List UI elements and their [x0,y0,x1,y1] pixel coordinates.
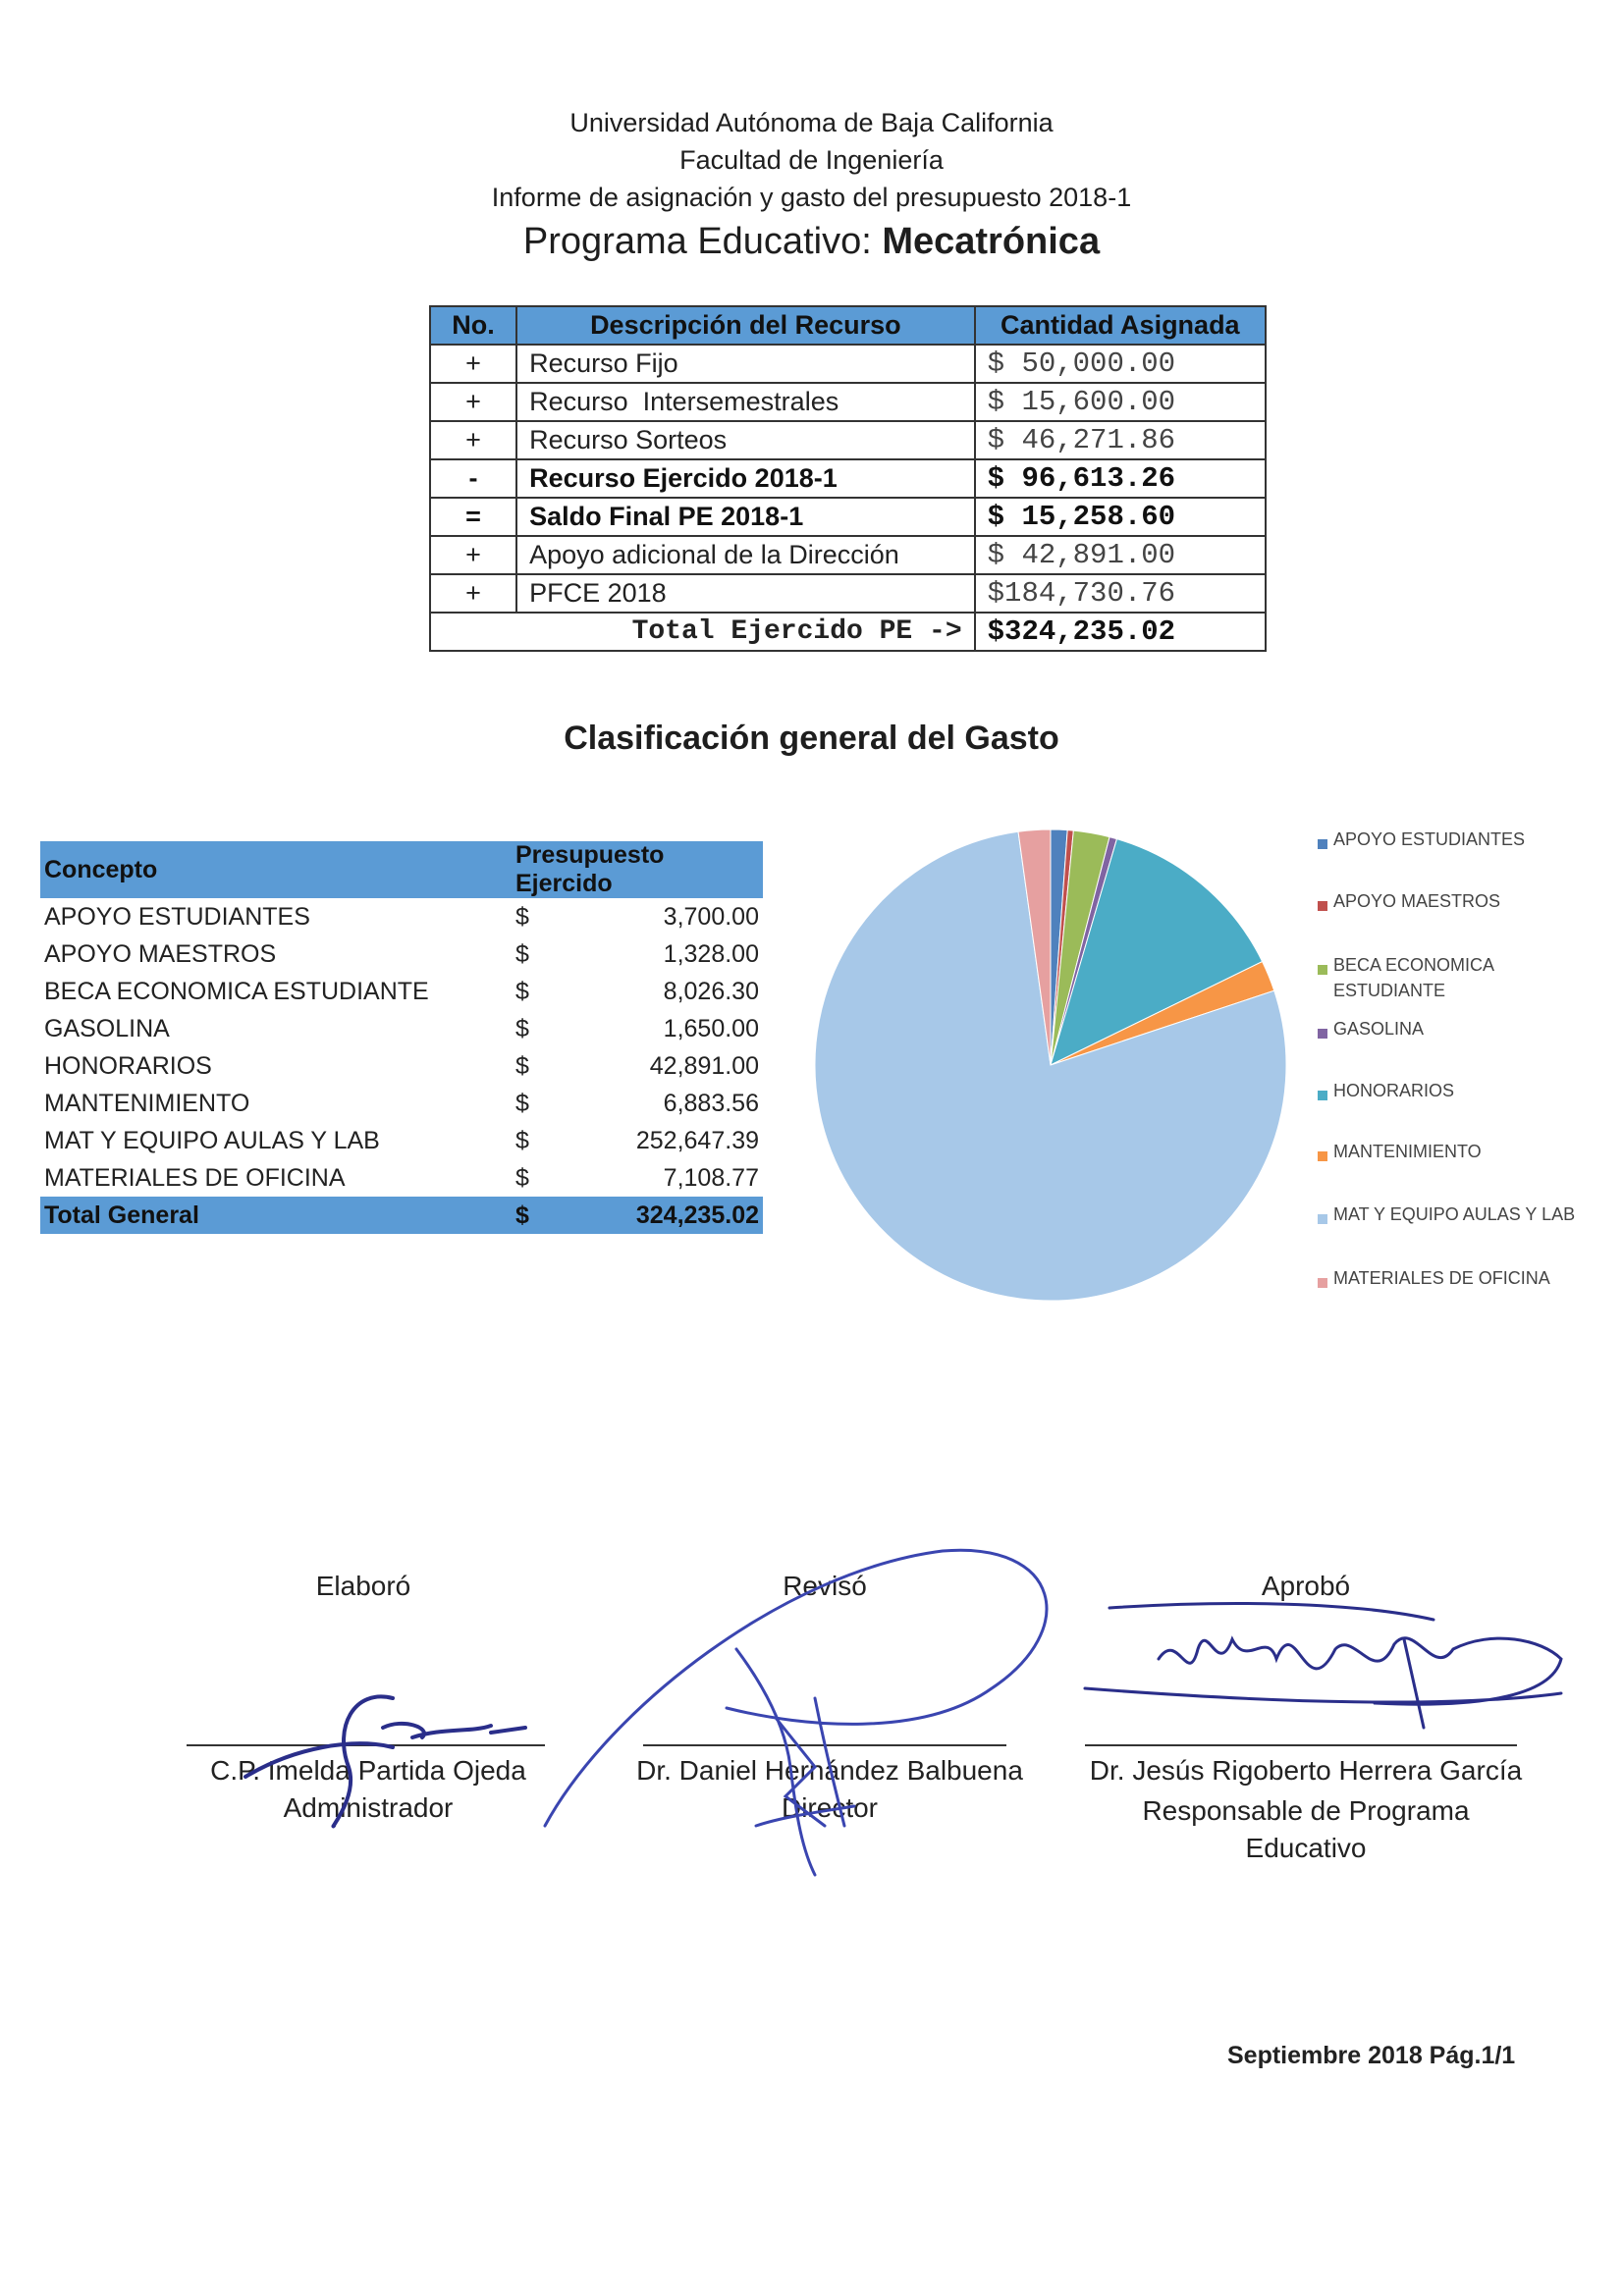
currency-symbol: $ [515,1163,529,1192]
legend-swatch [1318,1151,1327,1161]
legend-swatch [1318,1214,1327,1224]
legend-swatch [1318,965,1327,975]
legend-label: APOYO MAESTROS [1333,891,1501,911]
signature-elaboro [236,1659,530,1836]
legend-label: GASOLINA [1333,1019,1425,1039]
row-sign: + [430,421,516,459]
table-row [40,1159,763,1197]
program-label: Programa Educativo: [522,221,872,262]
page-footer: Septiembre 2018 Pág.1/1 [1227,2042,1516,2069]
concept-cell: APOYO MAESTROS [44,939,277,968]
currency-symbol: $ [515,1014,529,1042]
table-row [430,536,1266,574]
row-description: Recurso Fijo [516,345,975,383]
classification-header-row [40,841,763,898]
currency-symbol: $ [515,977,529,1005]
pie-chart [810,825,1291,1306]
budget-value-cell: 1,650.00 [663,1014,759,1042]
legend-item [1318,1204,1612,1230]
program-title [0,221,1623,263]
col-budget: Presupuesto Ejercido [476,841,763,898]
row-amount: $ 96,613.26 [975,459,1266,498]
col-amount: Cantidad Asignada [975,306,1266,345]
table-row [430,345,1266,383]
table-row [40,973,763,1010]
table-row [40,1085,763,1122]
total-general-value: 324,235.02 [598,1197,763,1234]
role-elaboro: Elaboró [315,1571,411,1601]
classification-table [40,841,763,1234]
col-concept: Concepto [40,841,476,898]
col-description: Descripción del Recurso [516,306,975,345]
concept-cell: GASOLINA [44,1014,170,1042]
legend-swatch [1318,1091,1327,1100]
currency-symbol: $ [515,1126,529,1154]
concept-cell: APOYO ESTUDIANTES [44,902,310,931]
budget-value-cell: 252,647.39 [635,1126,759,1154]
row-sign: - [430,459,516,498]
table-row [40,1047,763,1085]
legend-label: HONORARIOS [1333,1081,1455,1100]
role-reviso: Revisó [783,1571,867,1601]
budget-value-cell: 6,883.56 [663,1089,759,1117]
budget-value-cell: 42,891.00 [649,1051,759,1080]
budget-value-cell: 3,700.00 [663,902,759,931]
row-sign: = [430,498,516,536]
signer-name: C.P. Imelda Partida Ojeda [210,1755,526,1786]
table-row [430,498,1266,536]
total-general-label: Total General [40,1197,476,1234]
table-row [430,383,1266,421]
legend-item [1318,955,1612,1003]
legend-item [1318,891,1612,917]
legend-item [1318,1142,1612,1167]
row-amount: $ 15,258.60 [975,498,1266,536]
legend-label: APOYO ESTUDIANTES [1333,829,1526,849]
chart-title: Clasificación general del Gasto [564,720,1059,757]
signer-title: Responsable de Programa Educativo [1142,1795,1470,1863]
role-aprobo: Aprobó [1261,1571,1351,1601]
table-row [40,898,763,935]
resources-header-row [430,306,1266,345]
signer-title: Director [781,1792,878,1823]
row-description: PFCE 2018 [516,574,975,613]
row-description: Apoyo adicional de la Dirección [516,536,975,574]
legend-swatch [1318,1278,1327,1288]
row-description: Recurso Intersemestrales [516,383,975,421]
row-amount: $ 42,891.00 [975,536,1266,574]
row-description: Recurso Sorteos [516,421,975,459]
legend-swatch [1318,901,1327,911]
signature-reviso [530,1531,1080,1904]
currency-symbol: $ [476,1197,598,1234]
program-name: Mecatrónica [882,221,1101,262]
signer-name: Dr. Jesús Rigoberto Herrera García [1089,1755,1523,1786]
row-sign: + [430,345,516,383]
legend-item [1318,1081,1612,1106]
concept-cell: MANTENIMIENTO [44,1089,250,1117]
faculty-name: Facultad de Ingeniería [679,145,944,175]
budget-value-cell: 7,108.77 [663,1163,759,1192]
total-general-row [40,1197,763,1234]
legend-label: MAT Y EQUIPO AULAS Y LAB [1333,1204,1576,1224]
budget-value-cell: 1,328.00 [663,939,759,968]
table-row [430,574,1266,613]
total-row [430,613,1266,651]
resources-table [429,305,1267,652]
concept-cell: MAT Y EQUIPO AULAS Y LAB [44,1126,380,1154]
legend-item [1318,829,1612,855]
currency-symbol: $ [515,939,529,968]
legend-swatch [1318,839,1327,849]
report-title: Informe de asignación y gasto del presupuesto 2018-1 [491,183,1132,212]
table-row [40,935,763,973]
signature-aprobo [1080,1590,1571,1747]
row-description: Recurso Ejercido 2018-1 [516,459,975,498]
signer-name: Dr. Daniel Hernández Balbuena [636,1755,1023,1786]
row-sign: + [430,536,516,574]
col-no: No. [430,306,516,345]
row-description: Saldo Final PE 2018-1 [516,498,975,536]
signer-title: Administrador [283,1792,454,1823]
legend-swatch [1318,1029,1327,1039]
table-row [430,459,1266,498]
table-row [40,1010,763,1047]
row-amount: $184,730.76 [975,574,1266,613]
university-name: Universidad Autónoma de Baja California [569,108,1054,137]
concept-cell: BECA ECONOMICA ESTUDIANTE [44,977,429,1005]
row-sign: + [430,574,516,613]
concept-cell: HONORARIOS [44,1051,212,1080]
budget-value-cell: 8,026.30 [663,977,759,1005]
legend-item [1318,1268,1612,1294]
row-amount: $ 50,000.00 [975,345,1266,383]
legend-item [1318,1019,1612,1044]
row-sign: + [430,383,516,421]
table-row [430,421,1266,459]
currency-symbol: $ [515,902,529,931]
table-row [40,1122,763,1159]
legend-label: BECA ECONOMICA ESTUDIANTE [1333,955,1495,1000]
currency-symbol: $ [515,1089,529,1117]
concept-cell: MATERIALES DE OFICINA [44,1163,346,1192]
total-amount: $324,235.02 [975,613,1266,651]
legend-label: MANTENIMIENTO [1333,1142,1482,1161]
legend-label: MATERIALES DE OFICINA [1333,1268,1550,1288]
row-amount: $ 15,600.00 [975,383,1266,421]
row-amount: $ 46,271.86 [975,421,1266,459]
total-label: Total Ejercido PE -> [430,613,975,651]
currency-symbol: $ [515,1051,529,1080]
